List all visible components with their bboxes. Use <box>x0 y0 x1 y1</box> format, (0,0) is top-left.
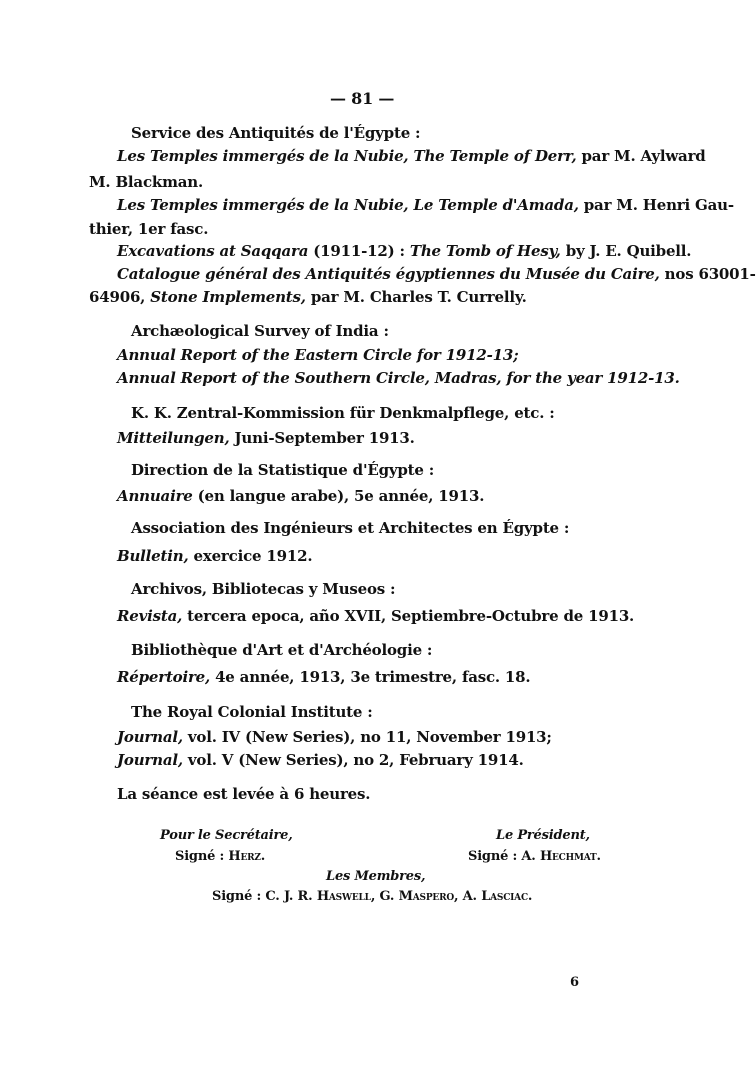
section-heading: The Royal Colonial Institute : <box>131 703 373 721</box>
entry-line: Excavations at Saqqara (1911-12) : The Tomb of Hesy, by J. E. Quibell. <box>117 242 692 260</box>
entry-line: Les Temples immergés de la Nubie, The Temple of Derr, par M. Aylward <box>117 147 706 165</box>
president-title: Le Président, <box>496 828 590 843</box>
section-heading: Service des Antiquités de l'Égypte : <box>131 124 421 142</box>
members-title: Les Membres, <box>326 869 426 884</box>
entry-line: M. Blackman. <box>89 173 203 191</box>
secretary-signature: Signé : Herz. <box>175 849 266 864</box>
entry-line: Mitteilungen, Juni-September 1913. <box>117 429 415 447</box>
president-signature: Signé : A. Hechmat. <box>468 849 601 864</box>
section-heading: Bibliothèque d'Art et d'Archéologie : <box>131 641 433 659</box>
secretary-title: Pour le Secrétaire, <box>160 828 293 843</box>
entry-line: Journal, vol. IV (New Series), no 11, November 1913; <box>117 728 552 746</box>
section-heading: K. K. Zentral-Kommission für Denkmalpflege, etc. : <box>131 404 555 422</box>
page-header: — 81 — <box>330 89 395 108</box>
entry-line: Revista, tercera epoca, año XVII, Septiembre-Octubre de 1913. <box>117 607 635 625</box>
entry-line: thier, 1er fasc. <box>89 220 209 238</box>
entry-line: Annual Report of the Eastern Circle for 1912-13; <box>117 346 519 364</box>
entry-line: 64906, Stone Implements, par M. Charles T. Currelly. <box>89 288 527 306</box>
entry-line: Annuaire (en langue arabe), 5e année, 1913. <box>117 487 485 505</box>
entry-line: Les Temples immergés de la Nubie, Le Temple d'Amada, par M. Henri Gau- <box>117 196 734 214</box>
members-signature: Signé : C. J. R. Haswell, G. Maspero, A. Lasciac. <box>212 889 533 904</box>
section-heading: Archivos, Bibliotecas y Museos : <box>131 580 396 598</box>
section-heading: Direction de la Statistique d'Égypte : <box>131 461 435 479</box>
footer-page-number: 6 <box>570 975 579 990</box>
section-heading: Archæological Survey of India : <box>131 322 389 340</box>
section-heading: Association des Ingénieurs et Architectes en Égypte : <box>131 519 570 537</box>
entry-line: Répertoire, 4e année, 1913, 3e trimestre, fasc. 18. <box>117 668 531 686</box>
entry-line: Annual Report of the Southern Circle, Madras, for the year 1912-13. <box>117 369 680 387</box>
closing-line: La séance est levée à 6 heures. <box>117 785 371 803</box>
entry-line: Journal, vol. V (New Series), no 2, February 1914. <box>117 751 524 769</box>
entry-line: Bulletin, exercice 1912. <box>117 547 313 565</box>
entry-line: Catalogue général des Antiquités égyptiennes du Musée du Caire, nos 63001- <box>117 265 756 283</box>
